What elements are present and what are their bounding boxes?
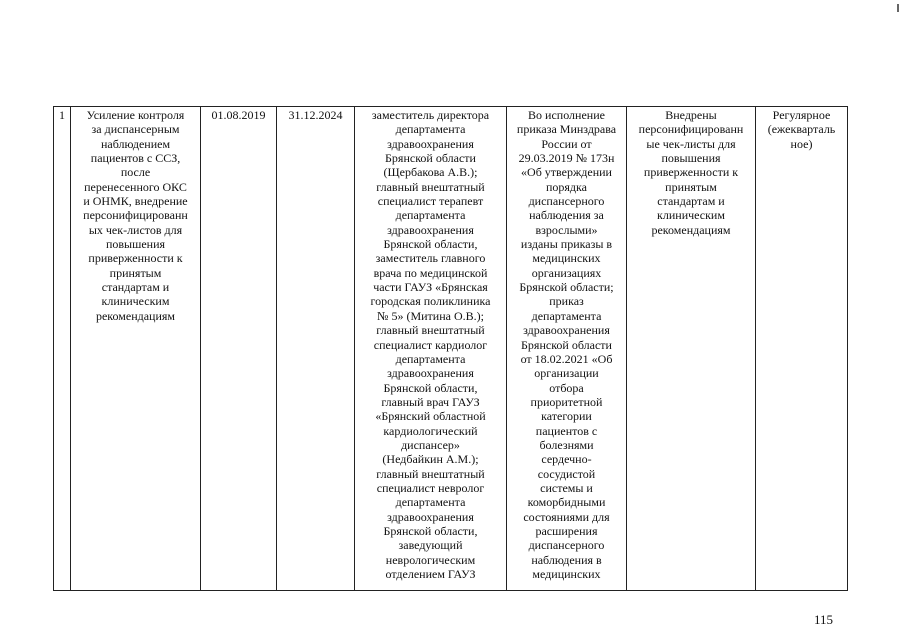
measure-cell bbox=[71, 107, 201, 591]
result-cell bbox=[627, 107, 756, 591]
result-text: Внедрены персонифицированн ые чек-листы для повышения приверженности к принятым стандартам и клиническим рекомендациям bbox=[638, 108, 744, 237]
end-date-cell bbox=[277, 107, 355, 591]
table-row bbox=[54, 107, 848, 591]
page-number: 115 bbox=[814, 612, 834, 627]
responsible-cell bbox=[355, 107, 507, 591]
measure-text: Усиление контроля за диспансерным наблюдением пациентов с ССЗ, после перенесенного ОКС и ОНМК, внедрение персонифицированн ых чек-листов для повышения приверженности к принятым стандартам и клиническим рекомендациям bbox=[83, 108, 188, 323]
row-number-cell bbox=[54, 107, 71, 591]
periodicity-text: Регулярное (ежекварталь ное) bbox=[767, 108, 836, 151]
end-date: 31.12.2024 bbox=[288, 108, 343, 122]
implementation-text: Во исполнение приказа Минздрава России от 29.03.2019 № 173н «Об утверждении порядка диспансерного наблюдения за взрослыми» изданы приказы в медицинских организациях Брянской области; приказ департамента здравоохранения Брянской области от 18.02.2021 «Об организации отбора приоритетной категории пациентов с болезнями сердечно- сосудистой системы и коморбидными состояниями для расширения диспансерного наблюдения в медицинских bbox=[516, 108, 617, 581]
periodicity-cell bbox=[756, 107, 848, 591]
row-number: 1 bbox=[59, 108, 65, 122]
page-edge-mark bbox=[897, 4, 899, 12]
measures-table bbox=[53, 106, 848, 591]
start-date: 01.08.2019 bbox=[211, 108, 266, 122]
implementation-cell bbox=[507, 107, 627, 591]
start-date-cell bbox=[201, 107, 277, 591]
responsible-text: заместитель директора департамента здравоохранения Брянской области (Щербакова А.В.); главный внештатный специалист терапевт департамента здравоохранения Брянской области, заместитель главного врача по медицинской части ГАУЗ «Брянская городская поликлиника № 5» (Митина О.В.); главный внештатный специалист кардиолог департамента здравоохранения Брянской области, главный врач ГАУЗ «Брянский областной кардиологический диспансер» (Недбайкин А.М.); главный внештатный специалист невролог департамента здравоохранения Брянской области, заведующий неврологическим отделением ГАУЗ bbox=[370, 108, 491, 581]
